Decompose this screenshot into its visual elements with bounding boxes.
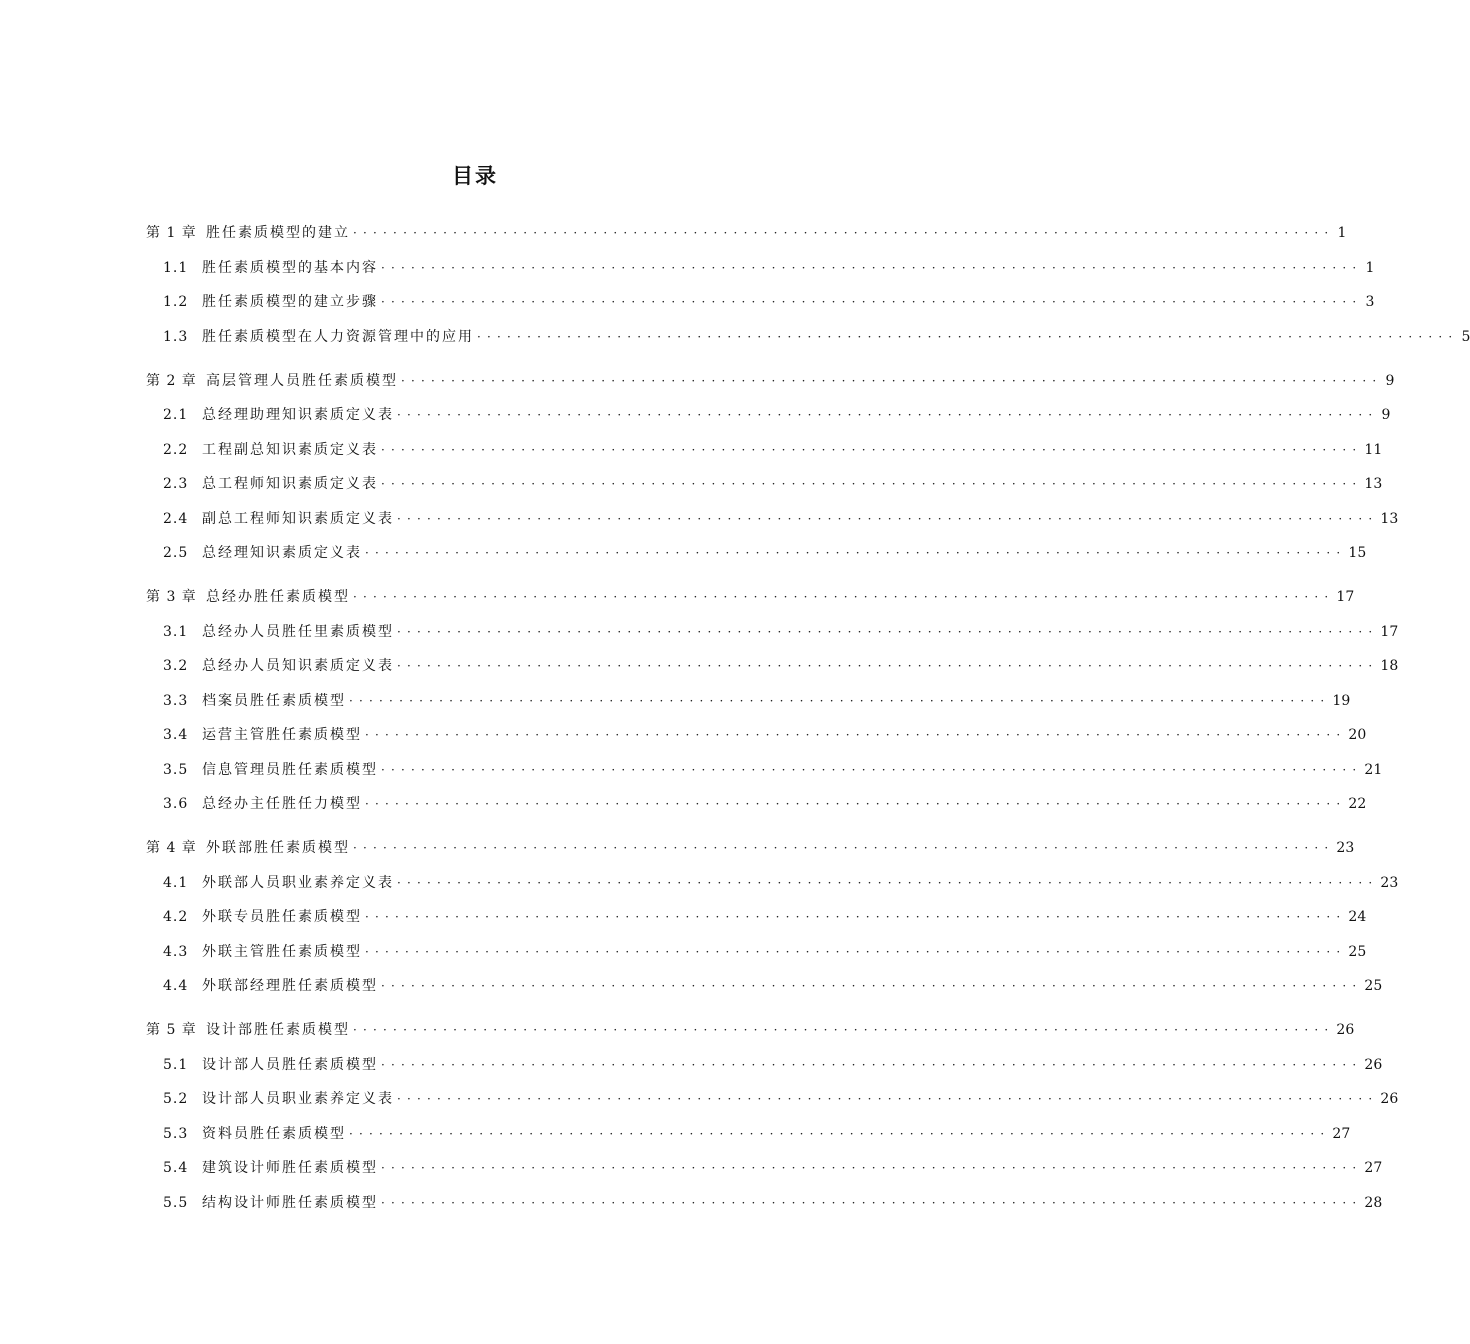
toc-entry-page-number: 27 — [1364, 1160, 1383, 1176]
toc-entry-label: 总经办主任胜任力模型 — [202, 796, 362, 812]
toc-entry-page-number: 1 — [1337, 225, 1347, 241]
toc-dot-leader: ·································································································· — [381, 295, 1363, 309]
toc-dot-leader: ·································································································· — [365, 944, 1347, 959]
toc-entry-number: 第 3 章 — [146, 589, 197, 605]
toc-entry-label: 资料员胜任素质模型 — [202, 1125, 346, 1142]
toc-entry-label: 总经理助理知识素质定义表 — [202, 407, 394, 423]
toc-entry-label: 总经理知识素质定义表 — [202, 545, 362, 561]
toc-section-entry[interactable] — [146, 1117, 1351, 1152]
toc-dot-leader: ·································································································· — [365, 797, 1347, 811]
toc-section-entry[interactable] — [146, 1186, 1383, 1221]
toc-entry-page-number: 26 — [1336, 1022, 1355, 1038]
toc-section-entry[interactable] — [146, 320, 1470, 355]
toc-entry-label: 结构设计师胜任素质模型 — [202, 1194, 378, 1211]
toc-entry-page-number: 24 — [1348, 909, 1367, 925]
toc-entry-label: 外联部胜任素质模型 — [206, 840, 350, 856]
toc-chapter-entry[interactable] — [146, 831, 1355, 866]
table-of-contents — [146, 216, 1470, 1220]
toc-section-entry[interactable] — [146, 467, 1383, 502]
toc-entry-page-number: 18 — [1380, 658, 1399, 674]
toc-entry-label: 胜任素质模型的基本内容 — [202, 259, 378, 276]
toc-section-entry[interactable] — [146, 251, 1375, 286]
toc-entry-number: 5.1 — [163, 1056, 189, 1073]
toc-entry-page-number: 25 — [1348, 943, 1367, 960]
toc-entry-label: 档案员胜任素质模型 — [202, 692, 346, 709]
toc-entry-page-number: 9 — [1381, 407, 1391, 423]
toc-entry-number: 3.1 — [163, 623, 189, 640]
toc-section-entry[interactable] — [146, 866, 1399, 901]
toc-entry-page-number: 25 — [1364, 978, 1383, 994]
toc-chapter-entry[interactable] — [146, 1013, 1355, 1048]
toc-section-entry[interactable] — [146, 787, 1367, 822]
toc-section-entry[interactable] — [146, 1048, 1383, 1083]
toc-dot-leader: ·································································································· — [353, 841, 1335, 855]
toc-entry-number: 3.5 — [163, 761, 189, 778]
toc-entry-label: 运营主管胜任素质模型 — [202, 727, 362, 743]
toc-entry-number: 第 2 章 — [146, 372, 197, 389]
toc-entry-number: 1.2 — [163, 294, 189, 310]
toc-dot-leader: ·································································································· — [365, 728, 1347, 742]
toc-entry-number: 3.2 — [163, 658, 189, 674]
toc-chapter-entry[interactable] — [146, 580, 1355, 615]
toc-entry-number: 2.2 — [163, 441, 189, 458]
toc-entry-page-number: 26 — [1380, 1091, 1399, 1107]
toc-entry-label: 总经办人员知识素质定义表 — [202, 658, 394, 674]
toc-section-entry[interactable] — [146, 502, 1399, 537]
toc-section-entry[interactable] — [146, 615, 1399, 650]
toc-entry-number: 1.1 — [163, 259, 189, 276]
toc-entry-page-number: 1 — [1365, 259, 1375, 276]
toc-entry-page-number: 15 — [1348, 545, 1367, 561]
toc-section-entry[interactable] — [146, 900, 1367, 935]
toc-entry-page-number: 19 — [1332, 692, 1351, 709]
toc-dot-leader: ·································································································· — [397, 624, 1379, 639]
toc-entry-page-number: 22 — [1348, 796, 1367, 812]
toc-entry-page-number: 9 — [1385, 372, 1395, 389]
toc-section-entry[interactable] — [146, 753, 1383, 788]
toc-dot-leader: ·································································································· — [401, 373, 1383, 388]
toc-entry-page-number: 11 — [1364, 441, 1383, 458]
toc-entry-label: 胜任素质模型的建立步骤 — [202, 294, 378, 310]
toc-entry-label: 总经办胜任素质模型 — [206, 589, 350, 605]
toc-dot-leader: ·································································································· — [365, 910, 1347, 924]
toc-section-entry[interactable] — [146, 718, 1367, 753]
toc-entry-page-number: 26 — [1364, 1056, 1383, 1073]
toc-chapter-entry[interactable] — [146, 216, 1347, 251]
toc-entry-page-number: 23 — [1336, 840, 1355, 856]
toc-chapter-entry[interactable] — [146, 364, 1395, 399]
toc-title: 目录 — [452, 163, 498, 188]
toc-section-entry[interactable] — [146, 433, 1383, 468]
toc-entry-label: 外联专员胜任素质模型 — [202, 909, 362, 925]
toc-section-entry[interactable] — [146, 398, 1391, 433]
toc-dot-leader: ·································································································· — [365, 546, 1347, 560]
toc-entry-label: 胜任素质模型的建立 — [206, 225, 350, 241]
toc-entry-number: 4.2 — [163, 909, 189, 925]
toc-entry-label: 信息管理员胜任素质模型 — [202, 761, 378, 778]
toc-entry-number: 2.3 — [163, 476, 189, 492]
toc-dot-leader: ·································································································· — [397, 659, 1379, 673]
toc-entry-page-number: 13 — [1380, 510, 1399, 527]
toc-entry-number: 5.2 — [163, 1091, 189, 1107]
toc-entry-number: 1.3 — [163, 328, 189, 345]
toc-entry-label: 设计部人员职业素养定义表 — [202, 1091, 394, 1107]
toc-entry-number: 4.4 — [163, 978, 189, 994]
toc-entry-page-number: 3 — [1365, 294, 1375, 310]
toc-entry-number: 3.4 — [163, 727, 189, 743]
toc-entry-number: 5.3 — [163, 1125, 189, 1142]
toc-entry-label: 总工程师知识素质定义表 — [202, 476, 378, 492]
toc-dot-leader: ·································································································· — [353, 1023, 1335, 1037]
toc-entry-label: 副总工程师知识素质定义表 — [202, 510, 394, 527]
toc-entry-number: 2.4 — [163, 510, 189, 527]
toc-entry-page-number: 28 — [1364, 1194, 1383, 1211]
toc-section-entry[interactable] — [146, 1151, 1383, 1186]
toc-entry-page-number: 21 — [1364, 761, 1383, 778]
toc-entry-number: 第 1 章 — [146, 225, 197, 241]
toc-entry-page-number: 5 — [1461, 328, 1470, 345]
toc-dot-leader: ·································································································· — [353, 590, 1335, 604]
toc-entry-number: 4.1 — [163, 874, 189, 891]
toc-entry-page-number: 17 — [1380, 623, 1399, 640]
toc-dot-leader: ·································································································· — [397, 511, 1379, 526]
toc-entry-label: 设计部胜任素质模型 — [206, 1022, 350, 1038]
toc-dot-leader: ·································································································· — [381, 260, 1363, 275]
toc-entry-label: 高层管理人员胜任素质模型 — [206, 372, 398, 389]
toc-dot-leader: ·································································································· — [477, 329, 1459, 344]
toc-entry-label: 建筑设计师胜任素质模型 — [202, 1160, 378, 1176]
toc-dot-leader: ·································································································· — [381, 1161, 1363, 1175]
toc-dot-leader: ·································································································· — [397, 1092, 1379, 1106]
toc-entry-page-number: 17 — [1336, 589, 1355, 605]
toc-dot-leader: ·································································································· — [349, 1126, 1331, 1141]
toc-section-entry[interactable] — [146, 649, 1399, 684]
toc-entry-page-number: 27 — [1332, 1125, 1351, 1142]
toc-entry-page-number: 23 — [1380, 874, 1399, 891]
toc-dot-leader: ·································································································· — [381, 1195, 1363, 1210]
toc-dot-leader: ·································································································· — [397, 408, 1379, 422]
toc-entry-number: 第 4 章 — [146, 840, 197, 856]
toc-entry-number: 5.5 — [163, 1194, 189, 1211]
toc-entry-label: 外联部人员职业素养定义表 — [202, 874, 394, 891]
toc-entry-label: 外联部经理胜任素质模型 — [202, 978, 378, 994]
toc-entry-number: 4.3 — [163, 943, 189, 960]
toc-entry-label: 外联主管胜任素质模型 — [202, 943, 362, 960]
toc-section-entry[interactable] — [146, 536, 1367, 571]
toc-section-entry[interactable] — [146, 935, 1367, 970]
toc-section-entry[interactable] — [146, 285, 1375, 320]
toc-entry-number: 5.4 — [163, 1160, 189, 1176]
toc-entry-number: 第 5 章 — [146, 1022, 197, 1038]
toc-entry-number: 2.1 — [163, 407, 189, 423]
toc-section-entry[interactable] — [146, 1082, 1399, 1117]
toc-entry-number: 2.5 — [163, 545, 189, 561]
toc-dot-leader: ·································································································· — [349, 693, 1331, 708]
toc-entry-number: 3.6 — [163, 796, 189, 812]
toc-entry-page-number: 13 — [1364, 476, 1383, 492]
toc-entry-label: 工程副总知识素质定义表 — [202, 441, 378, 458]
toc-entry-label: 总经办人员胜任里素质模型 — [202, 623, 394, 640]
toc-entry-number: 3.3 — [163, 692, 189, 709]
toc-dot-leader: ·································································································· — [397, 875, 1379, 890]
toc-dot-leader: ·································································································· — [353, 226, 1335, 240]
toc-dot-leader: ·································································································· — [381, 477, 1363, 491]
toc-section-entry[interactable] — [146, 684, 1351, 719]
toc-dot-leader: ·································································································· — [381, 762, 1363, 777]
toc-entry-label: 胜任素质模型在人力资源管理中的应用 — [202, 328, 474, 345]
toc-entry-label: 设计部人员胜任素质模型 — [202, 1056, 378, 1073]
toc-entry-page-number: 20 — [1348, 727, 1367, 743]
toc-dot-leader: ·································································································· — [381, 1057, 1363, 1072]
toc-dot-leader: ·································································································· — [381, 979, 1363, 993]
toc-dot-leader: ·································································································· — [381, 442, 1363, 457]
toc-section-entry[interactable] — [146, 969, 1383, 1004]
